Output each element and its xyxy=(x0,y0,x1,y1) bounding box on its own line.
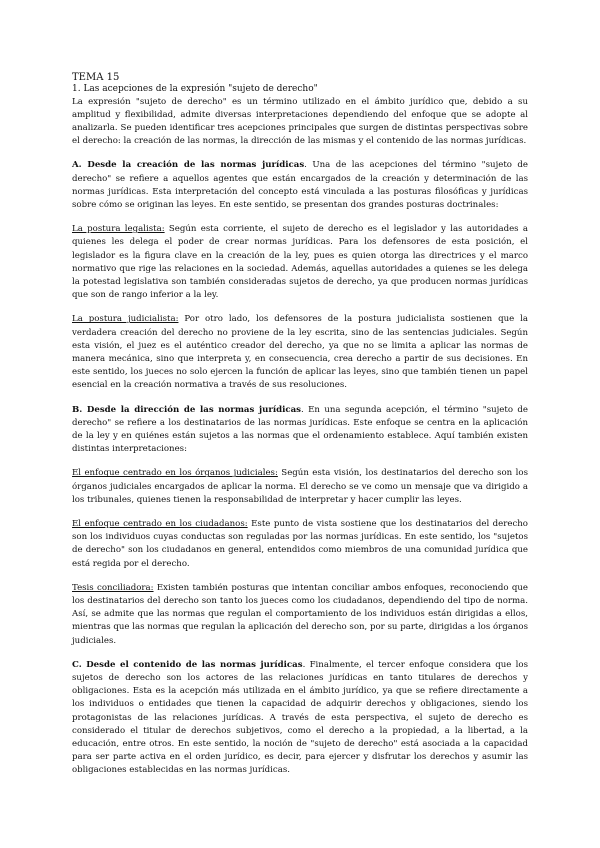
section-c-heading: C. Desde el contenido de las normas jurídicas xyxy=(72,659,303,670)
doc-title: TEMA 15 xyxy=(72,72,120,83)
ciudadanos-text: Este punto de vista sostiene que los destinatarios del derecho son los individuos cuyas conductas son reguladas por las normas jurídicas. En este sentido, los "sujetos de derecho" son los ciudadanos en general, entendidos como miembros de una comunidad jurídica que está regida por el derecho. xyxy=(72,518,528,569)
section-c-text: . Finalmente, el tercer enfoque considera que los sujetos de derecho son los actores de las relaciones jurídicas en tanto titulares de derechos y obligaciones. Esta es la acepción más utilizada en el ámbito jurídico, ya que se refiere directamente a los individuos o entidades que tienen la capacidad de adquirir derechos y obligaciones, siendo los protagonistas de las relaciones jurídicas. A través de esta perspectiva, el sujeto de derecho es considerado el titular de derechos subjetivos, como el derecho a la propiedad, a la libertad, a la educación, entre otros. En este sentido, la noción de "sujeto de derecho" está asociada a la capacidad para ser parte activa en el orden jurídico, es decir, para ejercer y disfrutar los derechos y asumir las obligaciones establecidas en las normas jurídicas. xyxy=(72,659,528,776)
section-a-paragraph xyxy=(72,159,528,212)
section-b-text: . En una segunda acepción, el término "sujeto de derecho" se refiere a los destinatarios de las normas jurídicas. Este enfoque se centra en la aplicación de la ley y en quiénes están sujetos a las normas que el ordenamiento establece. Aquí también existen distintas interpretaciones: xyxy=(72,404,528,455)
judicialista-paragraph xyxy=(72,313,528,392)
section-b-paragraph xyxy=(72,404,528,457)
tesis-conciliadora-label: Tesis conciliadora: xyxy=(72,582,154,593)
section-a-text: . Una de las acepciones del término "sujeto de derecho" se refiere a aquellos agentes que están encargados de la creación y determinación de las normas jurídicas. Esta interpretación del concepto está vinculada a las posturas filosóficas y jurídicas sobre cómo se originan las leyes. En este sentido, se presentan dos grandes posturas doctrinales: xyxy=(72,160,528,210)
judicialista-label: La postura judicialista: xyxy=(72,314,179,325)
organos-judiciales-label: El enfoque centrado en los órganos judiciales: xyxy=(72,468,278,479)
legalista-label: La postura legalista: xyxy=(72,224,165,235)
judicialista-text: Por otro lado, los defensores de la postura judicialista sostienen que la verdadera creación del derecho no proviene de la ley escrita, sino de las sentencias judiciales. Según esta visión, el juez es el auténtico creador del derecho, ya que no se limita a aplicar las normas de manera mecánica, sino que interpreta y, en consecuencia, crea derecho a partir de sus decisiones. En este sentido, los jueces no solo ejercen la función de aplicar las leyes, sino que también tienen un papel esencial en la creación normativa a través de sus resoluciones. xyxy=(72,314,528,391)
organos-judiciales-paragraph xyxy=(72,467,528,507)
intro-paragraph: La expresión "sujeto de derecho" es un término utilizado en el ámbito jurídico que, debido a su amplitud y flexibilidad, admite diversas interpretaciones dependiendo del enfoque que se adopte al analizarla. Se pueden identificar tres acepciones principales que surgen de distintas perspectivas sobre el derecho: la creación de las normas, la dirección de las mismas y el contenido de las normas jurídicas. xyxy=(72,96,528,147)
doc-subtitle: 1. Las acepciones de la expresión "sujeto de derecho" xyxy=(72,84,318,94)
legalista-text: Según esta corriente, el sujeto de derecho es el legislador y las autoridades a quienes les delega el poder de crear normas jurídicas. Para los defensores de esta posición, el legislador es la figura clave en la creación de la ley, pues es quien otorga las directrices y el marco normativo que rige las relaciones en la sociedad. Además, aquellas autoridades a quienes se les delega la potestad legislativa son también consideradas sujetos de derecho, ya que producen normas jurídicas que son de rango inferior a la ley. xyxy=(72,224,528,301)
ciudadanos-label: El enfoque centrado en los ciudadanos: xyxy=(72,518,248,529)
section-b-heading: B. Desde la dirección de las normas jurídicas xyxy=(72,404,302,415)
tesis-conciliadora-text: Existen también posturas que intentan conciliar ambos enfoques, reconociendo que los destinatarios del derecho son tanto los jueces como los ciudadanos, dependiendo del tipo de norma. Así, se admite que las normas que regulan el comportamiento de los individuos están dirigidas a ellos, mientras que las normas que regulan la aplicación del derecho son, por su parte, dirigidas a los órganos judiciales. xyxy=(72,582,529,646)
organos-judiciales-text: Según esta visión, los destinatarios del derecho son los órganos judiciales encargados de aplicar la norma. El derecho se ve como un mensaje que va dirigido a los tribunales, quienes tienen la responsabilidad de interpretar y hacer cumplir las leyes. xyxy=(72,468,529,505)
section-c-paragraph xyxy=(72,659,528,778)
tesis-conciliadora-paragraph xyxy=(72,582,528,648)
section-a-heading: A. Desde la creación de las normas jurídicas xyxy=(72,160,305,171)
legalista-paragraph xyxy=(72,223,528,302)
ciudadanos-paragraph xyxy=(72,518,528,571)
